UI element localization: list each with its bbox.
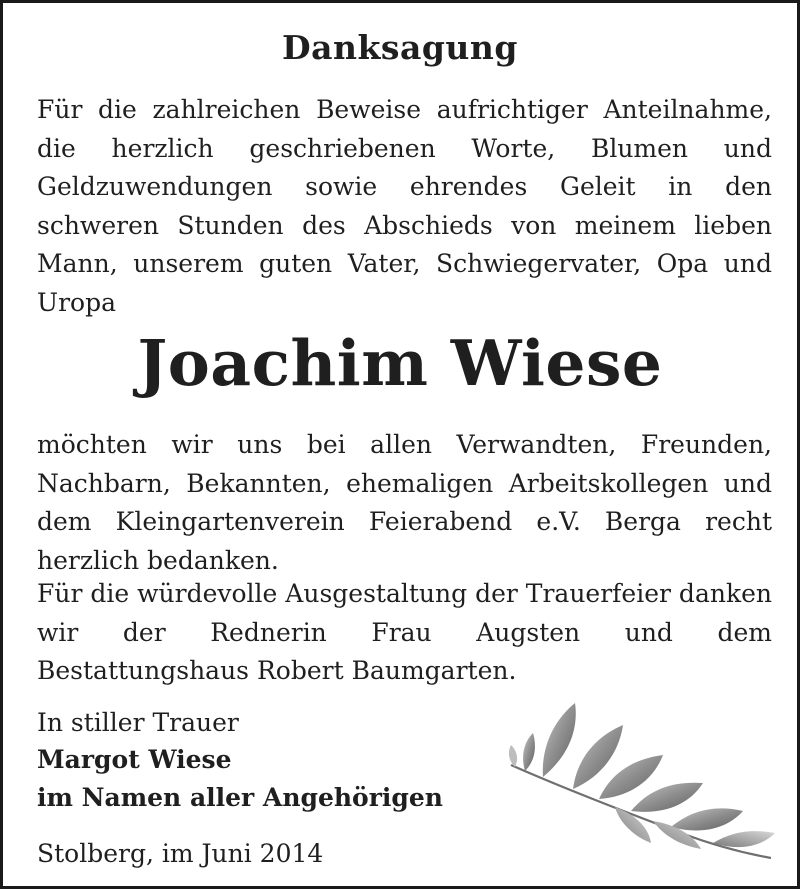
mourner-name: Margot Wiese: [37, 745, 232, 774]
thanks-paragraph-recipients: möchten wir uns bei allen Verwandten, Freunden, Nachbarn, Bekannten, ehemaligen Arbeitskollegen und dem Kleingartenverein Feierabend e.V. Berga recht herzlich bedanken.: [37, 430, 772, 575]
thanks-paragraph-ceremony: Für die würdevolle Ausgestaltung der Trauerfeier danken wir der Rednerin Frau Augsten und dem Bestattungshaus Robert Baumgarten.: [37, 579, 772, 685]
deceased-name: Joachim Wiese: [137, 326, 663, 400]
notice-heading: Danksagung: [282, 28, 518, 67]
relatives-line: im Namen aller Angehörigen: [37, 783, 443, 812]
mourning-line: In stiller Trauer: [37, 708, 239, 737]
thanks-paragraph-intro: Für die zahlreichen Beweise aufrichtiger Anteilnahme, die herzlich geschriebenen Worte, Blumen und Geldzuwendungen sowie ehrendes Geleit in den schweren Stunden des Abschieds von meinem lieben Mann, unserem guten Vater, Schwiegervater, Opa und Uropa: [37, 95, 772, 317]
place-date: Stolberg, im Juni 2014: [37, 839, 324, 868]
olive-branch-icon: [503, 693, 783, 863]
